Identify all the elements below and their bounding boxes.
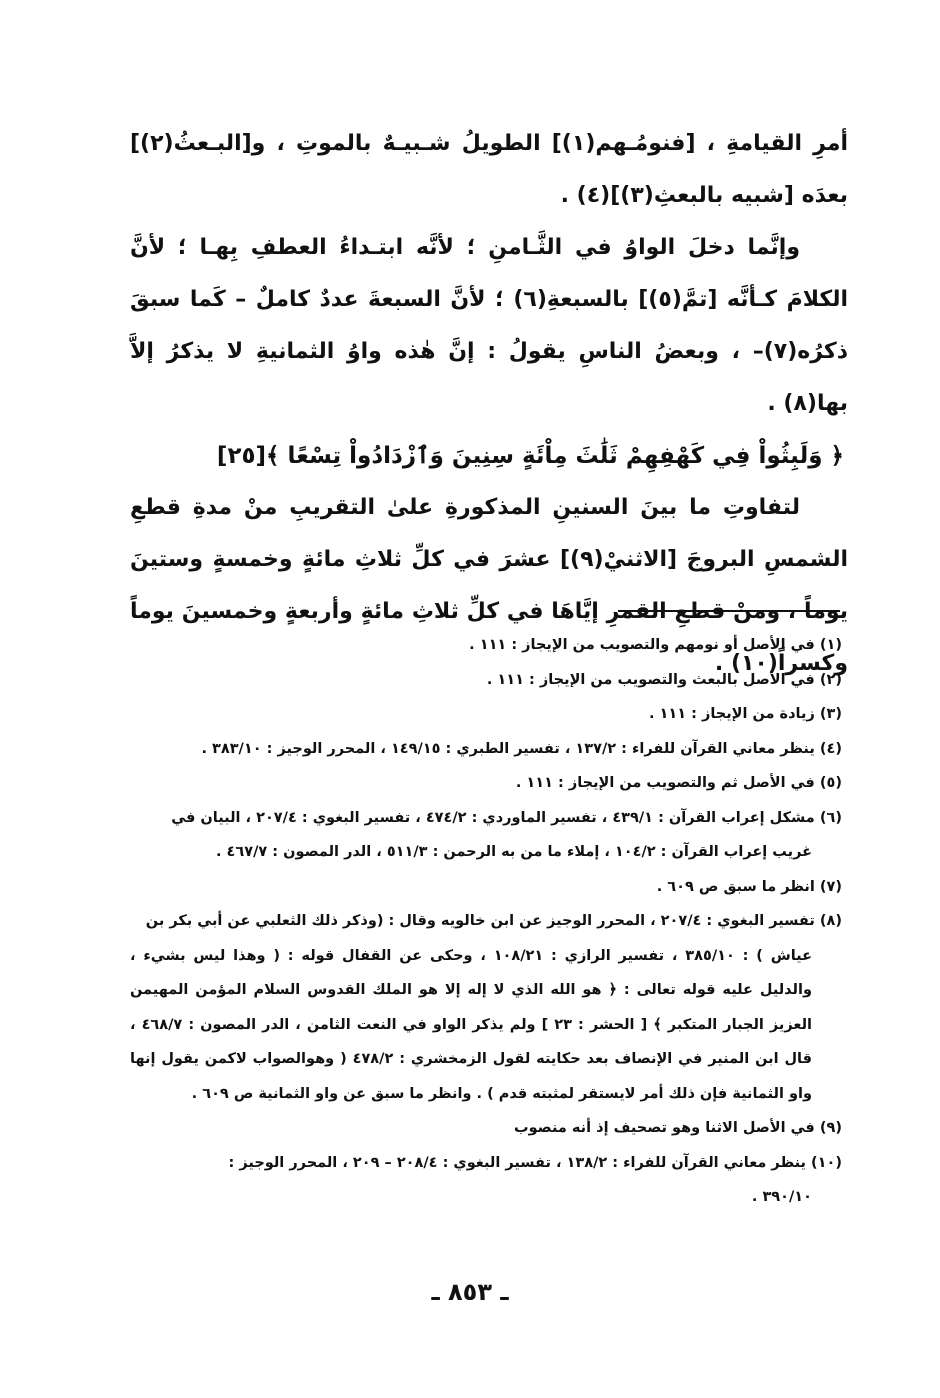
footnotes — [130, 628, 842, 1215]
footnote-number: (٥) — [819, 775, 842, 791]
footnote-number: (٤) — [819, 740, 842, 757]
footnote-text: في الأصل ثم والتصويب من الإيجاز : ١١١ . — [515, 775, 815, 791]
footnote — [130, 1111, 842, 1146]
footnote-text: ينظر معاني القرآن للفراء : ١٣٧/٢ ، تفسير الطبري : ١٤٩/١٥ ، المحرر الوجيز : ٣٨٣/١٠ . — [201, 740, 815, 757]
footnote-continuation: ٣٩٠/١٠ . — [751, 1189, 812, 1205]
footnote — [130, 628, 842, 663]
footnote-text: في الأصل بالبعث والتصويب من الإيجاز : ١١١ . — [486, 671, 815, 688]
footnote — [130, 904, 842, 1111]
footnote — [130, 663, 842, 698]
footnote — [130, 732, 842, 767]
footnote-text: انظر ما سبق ص ٦٠٩ . — [656, 878, 815, 895]
footnote-number: (٢) — [819, 671, 842, 688]
footnote-number: (٨) — [819, 913, 842, 929]
footnote-number: (٧) — [819, 878, 842, 895]
footnote-continuation: عياش ) : ٣٨٥/١٠ ، تفسير الرازي : ١٠٨/٢١ ، وحكى عن القفال قوله : ( وهذا ليس بشيء ، والدليل عليه قوله تعالى : ﴿ هو الله الذي لا إله إلا هو الملك القدوس السلام المؤمن المهيمن العزيز الجبار المتكبر ﴾ [ الحشر : ٢٣ ] ولم يذكر الواو في النعت الثامن ، الدر المصون : ٤٦٨/٧ ، قال ابن المنير في الإنصاف بعد حكايته لقول الزمخشري : ٤٧٨/٢ ( وهوالصواب لاكمن يقول إنها واو الثمانية فإن ذلك أمر لايستقر لمثبته قدم ) . وانظر ما سبق عن واو الثمانية ص ٦٠٩ . — [130, 947, 813, 1102]
footnote-text: تفسير البغوي : ٢٠٧/٤ ، المحرر الوجيز عن ابن خالويه وقال : (وذكر ذلك الثعلبي عن أبي بكر بن — [145, 913, 815, 929]
main-text — [130, 118, 848, 690]
footnote — [130, 697, 842, 732]
footnote-number: (١) — [819, 637, 842, 653]
footnote-separator — [618, 610, 840, 612]
footnote-text: مشكل إعراب القرآن : ٤٣٩/١ ، تفسير الماوردي : ٤٧٤/٢ ، تفسير البغوي : ٢٠٧/٤ ، البيان في — [171, 809, 815, 826]
footnote-number: (١٠) — [811, 1154, 842, 1171]
quran-verse: ﴿ وَلَبِثُواْ فِي كَهْفِهِمْ ثَلَٰثَ مِاْئَةٍ سِنِينَ وَٱزْدَادُواْ تِسْعًا ﴾[٢٥] — [216, 443, 844, 469]
footnote-number: (٩) — [819, 1120, 842, 1136]
footnote — [130, 801, 842, 870]
footnote — [130, 766, 842, 801]
footnote-text: في الأصل الاثنا وهو تصحيف إذ أنه منصوب — [514, 1120, 815, 1136]
paragraph-1: أمرِ القيامةِ ، [فنومُـهم(١)] الطويلُ شـبيـهٌ بالموتِ ، و[البـعثُ(٢)] بعدَه [شبيه بالبعثِ(٣)](٤) . — [130, 131, 848, 208]
footnote-number: (٦) — [819, 809, 842, 826]
paragraph-3: لتفاوتِ ما بينَ السنينِ المذكورةِ علىٰ التقريبِ منْ مدةِ قطعِ الشمسِ البروجَ [الاثنيْ(٩)] عشرَ في كلِّ ثلاثِ مائةٍ وخمسةٍ وستينَ يوماً ، ومنْ قطعِ القمرِ إيَّاهَا في كلِّ ثلاثِ مائةٍ وأربعةٍ وخمسينَ يوماً وكسراً(١٠) . — [130, 495, 848, 676]
footnote — [130, 1146, 842, 1215]
footnote-text: زيادة من الإيجاز : ١١١ . — [648, 706, 815, 722]
footnote-text: ينظر معاني القرآن للفراء : ١٣٨/٢ ، تفسير البغوي : ٢٠٨/٤ – ٢٠٩ ، المحرر الوجيز : — [228, 1154, 806, 1171]
footnote-text: في الأصل أو نومهم والتصويب من الإيجاز : ١١١ . — [469, 637, 815, 653]
page-number: ـ ٨٥٣ ـ — [431, 1278, 509, 1306]
footnote-continuation: غريب إعراب القرآن : ١٠٤/٢ ، إملاء ما من به الرحمن : ٥١١/٣ ، الدر المصون : ٤٦٧/٧ . — [215, 844, 812, 860]
footnote — [130, 870, 842, 905]
footnote-number: (٣) — [819, 706, 842, 722]
paragraph-2: وإنَّما دخلَ الواوُ في الثَّـامنِ ؛ لأنَّه ابتـداءُ العطفِ بِهـا ؛ لأنَّ الكلامَ كـأنَّه [تمَّ(٥)] بالسبعةِ(٦) ؛ لأنَّ السبعةَ عددٌ كاملٌ – كَما سبقَ ذكرُه(٧)– ، وبعضُ الناسِ يقولُ : إنَّ هٰذه واوُ الثمانيةِ لا يذكرُ إلاَّ بها(٨) . — [130, 235, 848, 416]
